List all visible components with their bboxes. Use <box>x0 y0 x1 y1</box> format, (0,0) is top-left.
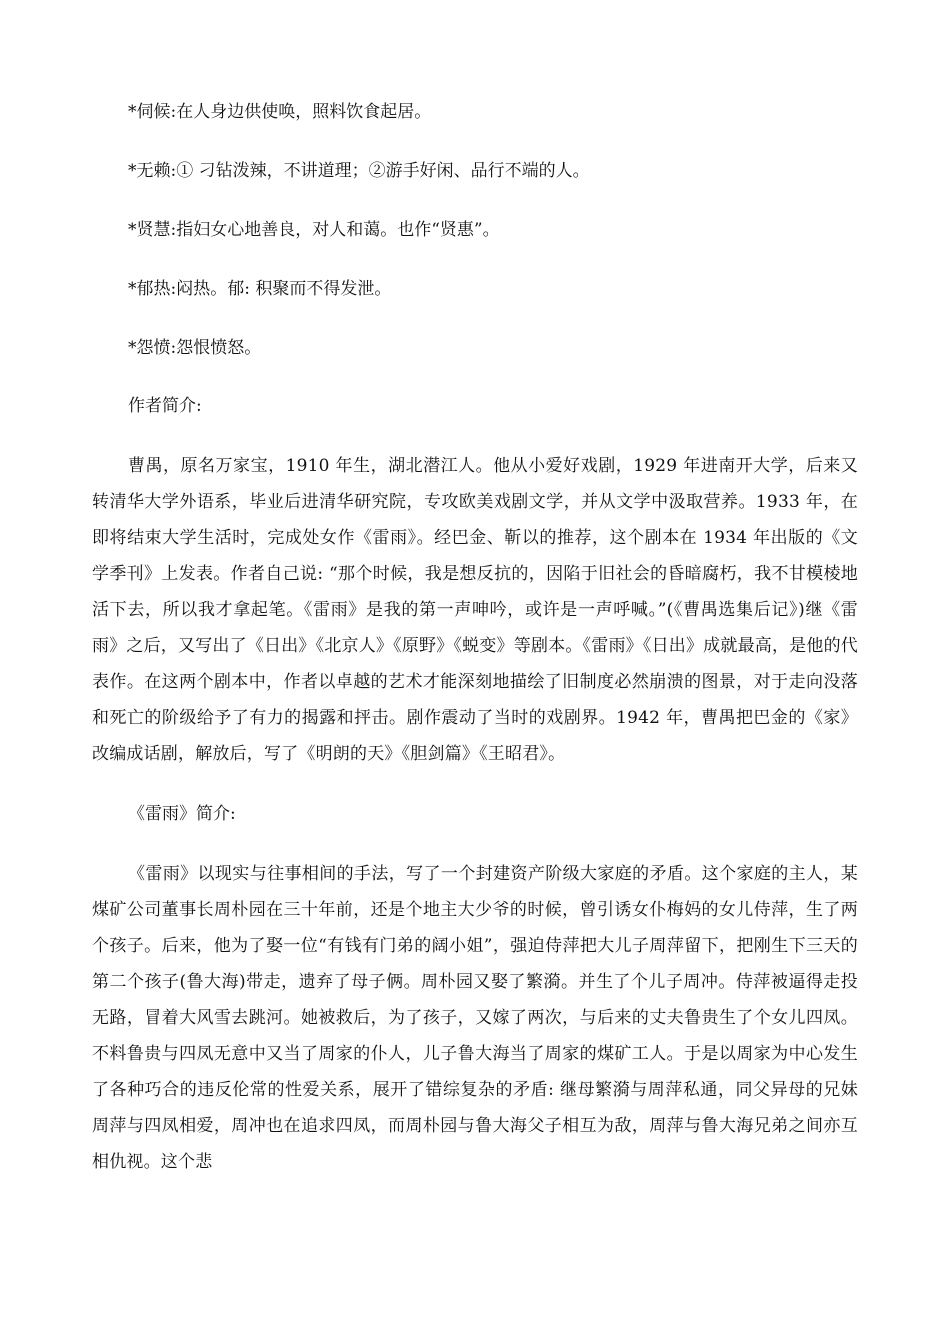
glossary-item-yure: *郁热:闷热。郁: 积聚而不得发泄。 <box>128 279 392 299</box>
author-paragraph: 曹禺，原名万家宝，1910 年生，湖北潜江人。他从小爱好戏剧，1929 年进南开大学，后来又转清华大学外语系，毕业后进清华研究院，专攻欧美戏剧文学，并从文学中汲取营养。1933 年，在即将结束大学生活时，完成处女作《雷雨》。经巴金、靳以的推荐，这个剧本在 1934 年出版的《文学季刊》上发表。作者自己说: “那个时候，我是想反抗的，因陷于旧社会的昏暗腐朽，我不甘模棱地活下去，所以我才拿起笔。《雷雨》是我的第一声呻吟，或许是一声呼喊。”(《曹禺选集后记》)继《雷雨》之后，又写出了《日出》《北京人》《原野》《蜕变》等剧本。《雷雨》《日出》成就最高，是他的代表作。在这两个剧本中，作者以卓越的艺术才能深刻地描绘了旧制度必然崩溃的图景，对于走向没落和死亡的阶级给予了有力的揭露和抨击。剧作震动了当时的戏剧界。1942 年，曹禺把巴金的《家》改编成话剧，解放后，写了《明朗的天》《胆剑篇》《王昭君》。 <box>92 456 858 764</box>
glossary-item-xianhui: *贤慧:指妇女心地善良，对人和蔼。也作“贤惠”。 <box>128 220 500 240</box>
play-paragraph: 《雷雨》以现实与往事相间的手法，写了一个封建资产阶级大家庭的矛盾。这个家庭的主人，某煤矿公司董事长周朴园在三十年前，还是个地主大少爷的时候，曾引诱女仆梅妈的女儿侍萍，生了两个孩子。后来，他为了娶一位“有钱有门弟的阔小姐”，强迫侍萍把大儿子周萍留下，把刚生下三天的第二个孩子(鲁大海)带走，遗弃了母子俩。周朴园又娶了繁漪。并生了个儿子周冲。侍萍被逼得走投无路，冒着大风雪去跳河。她被救后，为了孩子，又嫁了两次，与后来的丈夫鲁贵生了个女儿四凤。不料鲁贵与四凤无意中又当了周家的仆人，儿子鲁大海当了周家的煤矿工人。于是以周家为中心发生了各种巧合的违反伦常的性爱关系，展开了错综复杂的矛盾: 继母繁漪与周萍私通，同父异母的兄妹周萍与四凤相爱，周冲也在追求四凤，而周朴园与鲁大海父子相互为敌，周萍与鲁大海兄弟之间亦互相仇视。这个悲 <box>92 864 858 1172</box>
play-heading: 《雷雨》简介: <box>128 804 236 824</box>
glossary-item-sihou: *伺候:在人身边供使唤，照料饮食起居。 <box>128 102 432 122</box>
glossary-item-yuanfen: *怨愤:怨恨愤怒。 <box>128 338 262 358</box>
document-page <box>92 96 858 1180</box>
glossary-item-wulai: *无赖:① 刁钻泼辣，不讲道理；②游手好闲、品行不端的人。 <box>128 161 590 181</box>
author-heading: 作者简介: <box>128 396 202 416</box>
